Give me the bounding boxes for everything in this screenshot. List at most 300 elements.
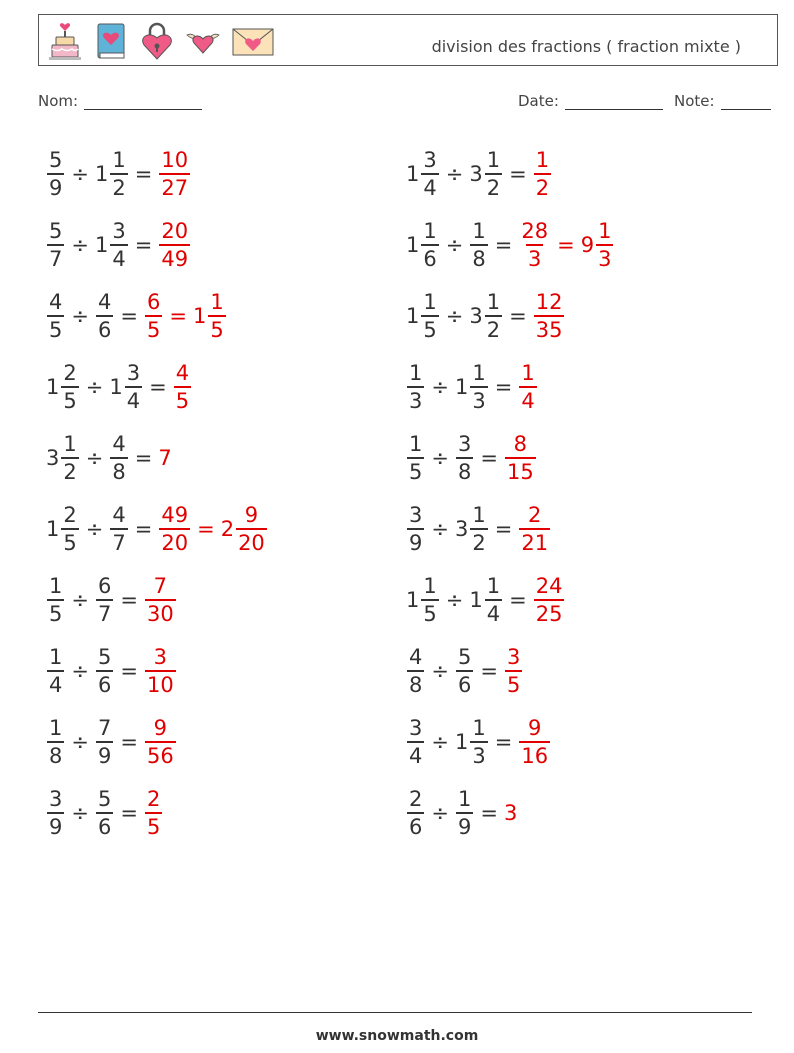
dividend-denominator: 2 [61, 457, 78, 485]
dividend-numerator: 4 [49, 290, 63, 314]
divisor-denominator: 2 [485, 315, 502, 343]
dividend-fraction [47, 289, 64, 343]
divisor-numerator: 1 [486, 148, 501, 172]
equals-sign: = [149, 375, 167, 399]
date-label: Date: [518, 92, 559, 110]
answer-numerator: 28 [521, 219, 549, 243]
dividend-whole: 1 [46, 375, 60, 399]
answer [504, 801, 518, 825]
dividend-denominator: 5 [421, 315, 438, 343]
dividend-numerator: 2 [409, 787, 423, 811]
dividend-denominator: 5 [47, 315, 64, 343]
answer-fraction [145, 573, 176, 627]
divide-sign: ÷ [71, 588, 89, 612]
dividend-fraction [61, 502, 78, 556]
dividend-denominator: 9 [47, 173, 64, 201]
divide-sign: ÷ [431, 801, 449, 825]
dividend-fraction [421, 573, 438, 627]
divisor-fraction [485, 289, 502, 343]
divide-sign: ÷ [71, 304, 89, 328]
answer-denominator: 25 [534, 599, 565, 627]
dividend-denominator: 4 [407, 741, 424, 769]
answer-denominator: 5 [174, 386, 191, 414]
dividend-numerator: 1 [63, 432, 77, 456]
answer-numerator: 24 [535, 574, 563, 598]
equals-sign: = [509, 162, 527, 186]
equals-sign: = [120, 304, 138, 328]
answer-numerator: 9 [528, 716, 542, 740]
divisor-denominator: 6 [456, 670, 473, 698]
date-field[interactable] [518, 92, 663, 110]
answer [518, 218, 614, 272]
answer-numerator: 8 [513, 432, 528, 456]
divide-sign: ÷ [431, 730, 449, 754]
footer-url: www.snowmath.com [315, 1028, 479, 1044]
answer-fraction [159, 502, 190, 556]
divide-sign: ÷ [71, 801, 89, 825]
dividend-denominator: 9 [47, 812, 64, 840]
dividend-numerator: 2 [63, 503, 77, 527]
equals-sign: = [120, 659, 138, 683]
dividend-fraction [407, 360, 424, 414]
problem-item [46, 710, 177, 774]
equals-sign: = [480, 446, 498, 470]
dividend-denominator: 9 [407, 528, 424, 556]
dividend-fraction [47, 644, 64, 698]
problem-item [46, 639, 177, 703]
divisor-fraction [110, 147, 127, 201]
divisor-denominator: 6 [96, 812, 113, 840]
equals-sign: = [480, 801, 498, 825]
answer-numerator: 1 [521, 361, 535, 385]
divisor-denominator: 4 [125, 386, 142, 414]
answer-denominator: 10 [145, 670, 176, 698]
answer-denominator: 35 [534, 315, 565, 343]
divisor-numerator: 6 [97, 574, 112, 598]
dividend-numerator: 2 [63, 361, 77, 385]
grade-line[interactable] [721, 93, 771, 110]
divisor-fraction [96, 573, 113, 627]
divisor-numerator: 1 [472, 503, 486, 527]
answer-numerator: 3 [153, 645, 168, 669]
divisor-denominator: 2 [470, 528, 487, 556]
dividend-fraction [47, 218, 64, 272]
divisor-denominator: 6 [96, 670, 113, 698]
answer [518, 502, 551, 556]
answer-denominator: 15 [505, 457, 536, 485]
equals-sign: = [494, 233, 513, 257]
header-box [38, 14, 778, 66]
divisor-denominator: 9 [456, 812, 473, 840]
answer-mixed-fraction [596, 218, 613, 272]
dividend-fraction [407, 502, 424, 556]
dividend-fraction [421, 218, 438, 272]
divisor-fraction [110, 431, 127, 485]
dividend-whole: 1 [406, 233, 420, 257]
divisor-numerator: 1 [472, 716, 486, 740]
divisor-numerator: 5 [97, 645, 112, 669]
problem-item [46, 497, 268, 561]
dividend-fraction [421, 289, 438, 343]
answer-denominator: 4 [519, 386, 536, 414]
divide-sign: ÷ [445, 588, 464, 612]
divisor-fraction [110, 502, 127, 556]
dividend-numerator: 5 [49, 219, 63, 243]
answer-equals-sign: = [197, 517, 215, 541]
answer [533, 147, 552, 201]
dividend-numerator: 1 [49, 645, 63, 669]
answer-equals-sign: = [169, 304, 187, 328]
answer [158, 502, 267, 556]
dividend-denominator: 7 [47, 244, 64, 272]
divisor-denominator: 2 [485, 173, 502, 201]
divisor-denominator: 8 [110, 457, 127, 485]
dividend-numerator: 1 [423, 290, 437, 314]
divide-sign: ÷ [71, 659, 89, 683]
answer-numerator: 3 [506, 645, 521, 669]
winged-heart-icon [185, 21, 221, 61]
divisor-denominator: 3 [470, 741, 487, 769]
answer [158, 218, 191, 272]
dividend-numerator: 1 [409, 432, 423, 456]
divisor-fraction [470, 360, 487, 414]
equals-sign: = [494, 730, 513, 754]
divide-sign: ÷ [445, 233, 464, 257]
answer-mixed-numerator: 1 [598, 219, 612, 243]
heart-book-icon [93, 21, 129, 61]
problem-item [406, 213, 614, 277]
divisor-whole: 3 [469, 304, 483, 328]
divisor-fraction [485, 573, 502, 627]
divisor-whole: 1 [94, 233, 109, 257]
answer [173, 360, 192, 414]
answer [533, 289, 566, 343]
answer-fraction [519, 360, 536, 414]
problem-item [406, 142, 552, 206]
divisor-numerator: 5 [457, 645, 472, 669]
dividend-denominator: 5 [407, 457, 424, 485]
dividend-numerator: 5 [49, 148, 63, 172]
equals-sign: = [494, 517, 513, 541]
divisor-numerator: 1 [457, 787, 472, 811]
answer-mixed-denominator: 3 [596, 244, 613, 272]
divisor-numerator: 4 [112, 503, 126, 527]
divide-sign: ÷ [445, 162, 464, 186]
name-field[interactable] [38, 92, 202, 110]
worksheet-title: division des fractions ( fraction mixte ) [431, 37, 741, 56]
answer-mixed-numerator: 1 [210, 290, 224, 314]
problem-item [406, 710, 551, 774]
problem-item [46, 142, 191, 206]
dividend-denominator: 4 [421, 173, 438, 201]
answer-fraction [145, 644, 176, 698]
answer-numerator: 4 [175, 361, 190, 385]
divisor-whole: 1 [109, 375, 123, 399]
answer-mixed-denominator: 20 [236, 528, 267, 556]
answer-numerator: 49 [161, 503, 189, 527]
answer-denominator: 3 [526, 244, 543, 272]
equals-sign: = [134, 446, 153, 470]
divisor-denominator: 4 [485, 599, 502, 627]
answer-fraction [145, 289, 162, 343]
divisor-fraction [470, 218, 487, 272]
answer [144, 786, 163, 840]
answer-numerator: 2 [146, 787, 161, 811]
answer-denominator: 27 [159, 173, 190, 201]
answer-fraction [145, 715, 176, 769]
answer [504, 644, 523, 698]
divisor-numerator: 1 [472, 361, 486, 385]
dividend-fraction [47, 147, 64, 201]
problem-item [46, 213, 191, 277]
divisor-whole: 3 [454, 517, 469, 541]
divisor-fraction [456, 786, 473, 840]
divisor-fraction [125, 360, 142, 414]
answer-denominator: 5 [145, 315, 162, 343]
equals-sign: = [509, 588, 527, 612]
answer-denominator: 5 [145, 812, 162, 840]
dividend-denominator: 5 [61, 528, 78, 556]
divisor-fraction [96, 786, 113, 840]
dividend-fraction [61, 360, 78, 414]
answer-whole: 3 [503, 801, 518, 825]
answer-numerator: 6 [146, 290, 161, 314]
problem-item [406, 497, 551, 561]
answer-mixed-fraction [236, 502, 267, 556]
dividend-fraction [61, 431, 78, 485]
equals-sign: = [120, 801, 138, 825]
problem-item [406, 284, 565, 348]
divisor-whole: 1 [94, 162, 109, 186]
divide-sign: ÷ [431, 659, 449, 683]
dividend-numerator: 3 [409, 503, 423, 527]
divisor-fraction [96, 289, 113, 343]
answer-fraction [159, 147, 190, 201]
dividend-denominator: 3 [407, 386, 424, 414]
dividend-denominator: 5 [47, 599, 64, 627]
dividend-whole: 1 [46, 517, 60, 541]
love-letter-icon [231, 21, 275, 61]
answer [158, 147, 191, 201]
dividend-denominator: 8 [47, 741, 64, 769]
answer [533, 573, 566, 627]
divisor-denominator: 4 [110, 244, 127, 272]
answer [158, 446, 172, 470]
answer-denominator: 21 [519, 528, 550, 556]
divisor-numerator: 1 [486, 290, 501, 314]
answer-fraction [519, 715, 550, 769]
dividend-numerator: 3 [423, 148, 437, 172]
divisor-denominator: 8 [470, 244, 487, 272]
dividend-denominator: 6 [407, 812, 424, 840]
dividend-denominator: 5 [61, 386, 78, 414]
dividend-numerator: 1 [423, 574, 437, 598]
divisor-numerator: 1 [472, 219, 486, 243]
answer [144, 573, 177, 627]
divisor-fraction [470, 715, 487, 769]
divisor-fraction [485, 147, 502, 201]
divisor-numerator: 3 [457, 432, 472, 456]
divisor-fraction [96, 644, 113, 698]
problem-item [46, 781, 163, 845]
problem-item [46, 426, 173, 490]
dividend-numerator: 1 [409, 361, 423, 385]
answer [144, 715, 177, 769]
answer-fraction [534, 573, 565, 627]
divisor-denominator: 9 [96, 741, 113, 769]
answer-mixed-fraction [208, 289, 225, 343]
answer-mixed-whole: 9 [580, 233, 595, 257]
answer-fraction [534, 289, 565, 343]
dividend-fraction [407, 644, 424, 698]
divisor-numerator: 3 [112, 219, 126, 243]
answer-numerator: 7 [153, 574, 168, 598]
problem-item [46, 284, 227, 348]
answer-fraction [145, 786, 162, 840]
dividend-fraction [407, 715, 424, 769]
answer-fraction [505, 431, 536, 485]
icon-strip [47, 19, 275, 63]
problem-item [406, 426, 537, 490]
divisor-numerator: 7 [97, 716, 112, 740]
problem-item [46, 568, 177, 632]
dividend-fraction [47, 715, 64, 769]
answer-numerator: 10 [161, 148, 189, 172]
divisor-fraction [456, 431, 473, 485]
answer-denominator: 5 [505, 670, 522, 698]
divide-sign: ÷ [85, 517, 104, 541]
answer-fraction [159, 218, 190, 272]
divisor-numerator: 3 [126, 361, 141, 385]
footer-divider [38, 1012, 752, 1013]
divide-sign: ÷ [431, 375, 449, 399]
answer-numerator: 12 [535, 290, 563, 314]
equals-sign: = [120, 588, 138, 612]
dividend-denominator: 8 [407, 670, 424, 698]
problem-item [406, 639, 523, 703]
divisor-fraction [456, 644, 473, 698]
divisor-fraction [96, 715, 113, 769]
answer-denominator: 2 [534, 173, 551, 201]
equals-sign: = [134, 162, 153, 186]
answer-denominator: 16 [519, 741, 550, 769]
divide-sign: ÷ [85, 446, 104, 470]
dividend-whole: 1 [406, 162, 420, 186]
answer-fraction [505, 644, 522, 698]
answer-denominator: 20 [159, 528, 190, 556]
answer-mixed-numerator: 9 [244, 503, 259, 527]
divisor-denominator: 3 [470, 386, 487, 414]
equals-sign: = [480, 659, 498, 683]
divisor-fraction [110, 218, 127, 272]
answer-fraction [519, 218, 550, 272]
answer-mixed-whole: 1 [192, 304, 207, 328]
answer-denominator: 30 [145, 599, 176, 627]
answer [518, 715, 551, 769]
answer [144, 289, 227, 343]
divide-sign: ÷ [431, 517, 449, 541]
answer [518, 360, 537, 414]
divisor-numerator: 4 [112, 432, 126, 456]
dividend-numerator: 1 [49, 716, 63, 740]
answer-fraction [534, 147, 551, 201]
answer-numerator: 20 [161, 219, 189, 243]
answer-numerator: 1 [535, 148, 550, 172]
divisor-whole: 1 [469, 588, 483, 612]
divide-sign: ÷ [85, 375, 104, 399]
divisor-numerator: 1 [486, 574, 501, 598]
name-line[interactable] [84, 93, 202, 110]
answer-equals-sign: = [557, 233, 575, 257]
answer-mixed-denominator: 5 [208, 315, 225, 343]
date-line[interactable] [565, 93, 663, 110]
dividend-denominator: 5 [421, 599, 438, 627]
equals-sign: = [134, 233, 153, 257]
problem-item [406, 568, 565, 632]
equals-sign: = [509, 304, 527, 328]
problem-item [46, 355, 192, 419]
dividend-fraction [407, 786, 424, 840]
answer-numerator: 2 [528, 503, 542, 527]
dividend-denominator: 4 [47, 670, 64, 698]
answer [144, 644, 177, 698]
dividend-fraction [47, 573, 64, 627]
divisor-whole: 3 [469, 162, 483, 186]
divisor-whole: 1 [454, 375, 469, 399]
dividend-fraction [47, 786, 64, 840]
dividend-numerator: 3 [409, 716, 423, 740]
divisor-denominator: 8 [456, 457, 473, 485]
divisor-numerator: 4 [97, 290, 112, 314]
divisor-numerator: 5 [97, 787, 112, 811]
answer-numerator: 9 [153, 716, 168, 740]
divide-sign: ÷ [445, 304, 464, 328]
grade-label: Note: [674, 92, 715, 110]
divisor-fraction [470, 502, 487, 556]
heart-lock-icon [139, 21, 175, 61]
divide-sign: ÷ [71, 730, 89, 754]
answer-fraction [519, 502, 550, 556]
dividend-numerator: 1 [423, 219, 437, 243]
divisor-numerator: 1 [112, 148, 126, 172]
dividend-numerator: 4 [409, 645, 423, 669]
divide-sign: ÷ [431, 446, 449, 470]
answer-denominator: 49 [159, 244, 190, 272]
divisor-whole: 1 [454, 730, 469, 754]
name-label: Nom: [38, 92, 79, 110]
equals-sign: = [134, 517, 153, 541]
dividend-numerator: 3 [49, 787, 63, 811]
grade-field[interactable] [674, 92, 771, 110]
answer [504, 431, 537, 485]
divisor-denominator: 7 [110, 528, 127, 556]
answer-fraction [174, 360, 191, 414]
cake-icon [47, 21, 83, 61]
divisor-denominator: 7 [96, 599, 113, 627]
dividend-whole: 1 [406, 588, 420, 612]
answer-denominator: 56 [145, 741, 176, 769]
problem-item [406, 355, 538, 419]
divisor-denominator: 6 [96, 315, 113, 343]
dividend-denominator: 6 [421, 244, 438, 272]
equals-sign: = [494, 375, 513, 399]
answer-mixed-whole: 2 [220, 517, 235, 541]
dividend-whole: 1 [406, 304, 420, 328]
dividend-numerator: 1 [49, 574, 63, 598]
divide-sign: ÷ [71, 233, 89, 257]
dividend-whole: 3 [46, 446, 60, 470]
divisor-denominator: 2 [110, 173, 127, 201]
